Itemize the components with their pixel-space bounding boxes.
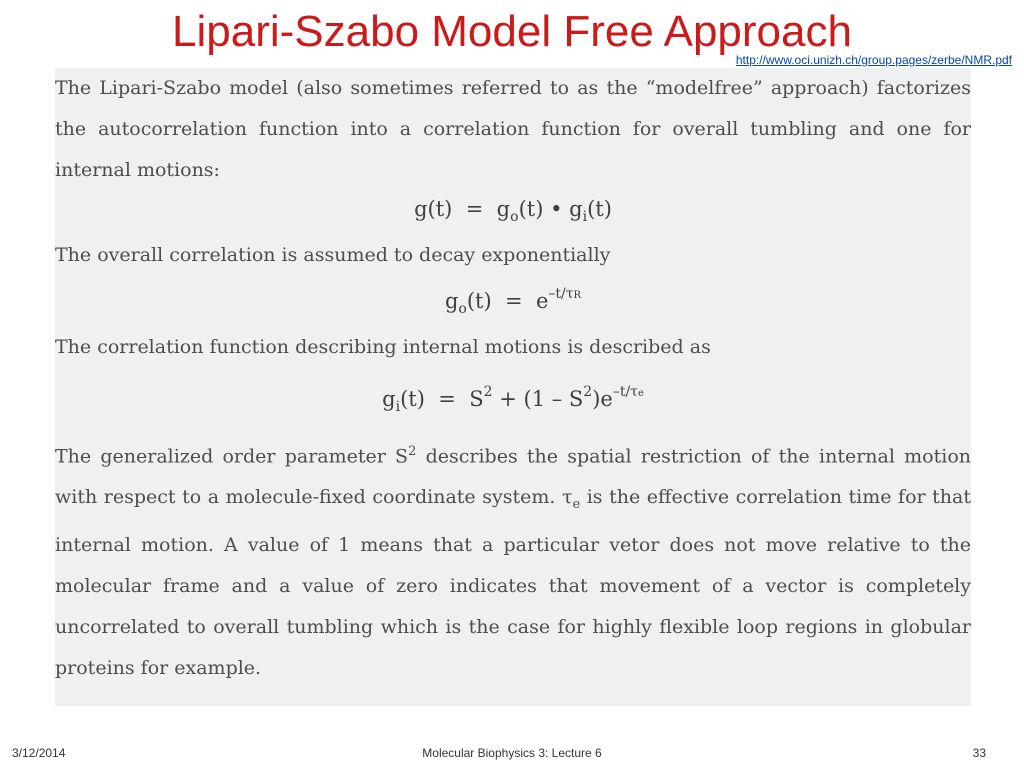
para4-s-sup: 2 <box>408 444 417 459</box>
eq3-exponent-sub: e <box>637 388 644 399</box>
para4-part3: is the effective correlation time for that internal motion. A value of 1 means that a particular vetor does not move relative to the molecular frame and a value of zero indicates that movement of a vector is completely uncorrelated to overall tumbling which is the case for highly flexible loop regions in globular proteins for example. <box>55 486 972 680</box>
eq2-base: e <box>535 289 549 313</box>
eq3-s: S <box>469 387 484 411</box>
eq1-g-overall-arg: (t) <box>518 197 544 221</box>
eq3-close: )e <box>592 387 613 411</box>
eq1-equals: = <box>465 197 484 221</box>
slide-title: Lipari-Szabo Model Free Approach <box>172 7 852 56</box>
para4-tau-sub: e <box>572 497 581 513</box>
internal-motion-paragraph: The correlation function describing internal motions is described as <box>55 336 711 358</box>
overall-correlation-paragraph: The overall correlation is assumed to decay exponentially <box>55 244 611 266</box>
eq2-lhs-arg: (t) <box>466 289 492 313</box>
eq3-lhs: g <box>382 387 396 411</box>
eq1-g-internal-sub: i <box>582 209 588 225</box>
eq1-g-overall-sub: o <box>510 209 519 225</box>
eq2-exponent-sub: R <box>573 290 582 301</box>
eq2-exponent: –t/τR <box>548 286 582 302</box>
para4-part2: describes the spatial restriction of the internal motion with respect to a molecule-fixed coordinate system. τ <box>55 445 971 509</box>
eq2-lhs: g <box>444 289 459 313</box>
equation-factorization <box>55 191 971 235</box>
intro-paragraph: The Lipari-Szabo model (also sometimes referred to as the “modelfree” approach) factorizes the autocorrelation function into a correlation function for overall tumbling and one for internal motions: <box>55 77 971 181</box>
eq1-g-internal-arg: (t) <box>587 197 612 221</box>
eq1-g-overall: g <box>496 197 511 221</box>
eq3-mid: + (1 – S <box>499 387 584 411</box>
eq1-lhs: g(t) <box>414 197 453 221</box>
eq2-lhs-sub: o <box>458 301 467 317</box>
eq1-g-internal: g <box>569 197 583 221</box>
footer-page-number: 33 <box>972 746 986 760</box>
content-panel <box>55 68 971 706</box>
equation-overall <box>55 276 971 327</box>
eq3-exponent: –t/τe <box>612 384 644 400</box>
order-parameter-paragraph <box>55 431 971 689</box>
eq1-dot: • <box>550 197 563 221</box>
source-link[interactable]: http://www.oci.unizh.ch/group.pages/zerbe/NMR.pdf <box>735 53 1012 67</box>
eq3-equals: = <box>438 387 456 411</box>
equation-internal <box>55 368 971 431</box>
para4-part1: The generalized order parameter S <box>55 445 409 468</box>
eq3-mid-sup: 2 <box>583 384 593 400</box>
footer-date: 3/12/2014 <box>12 746 66 760</box>
eq3-lhs-arg: (t) <box>400 387 425 411</box>
eq3-lhs-sub: i <box>395 399 401 415</box>
footer-course: Molecular Biophysics 3: Lecture 6 <box>422 746 602 760</box>
eq2-equals: = <box>505 289 523 313</box>
eq3-s-sup: 2 <box>483 384 493 400</box>
